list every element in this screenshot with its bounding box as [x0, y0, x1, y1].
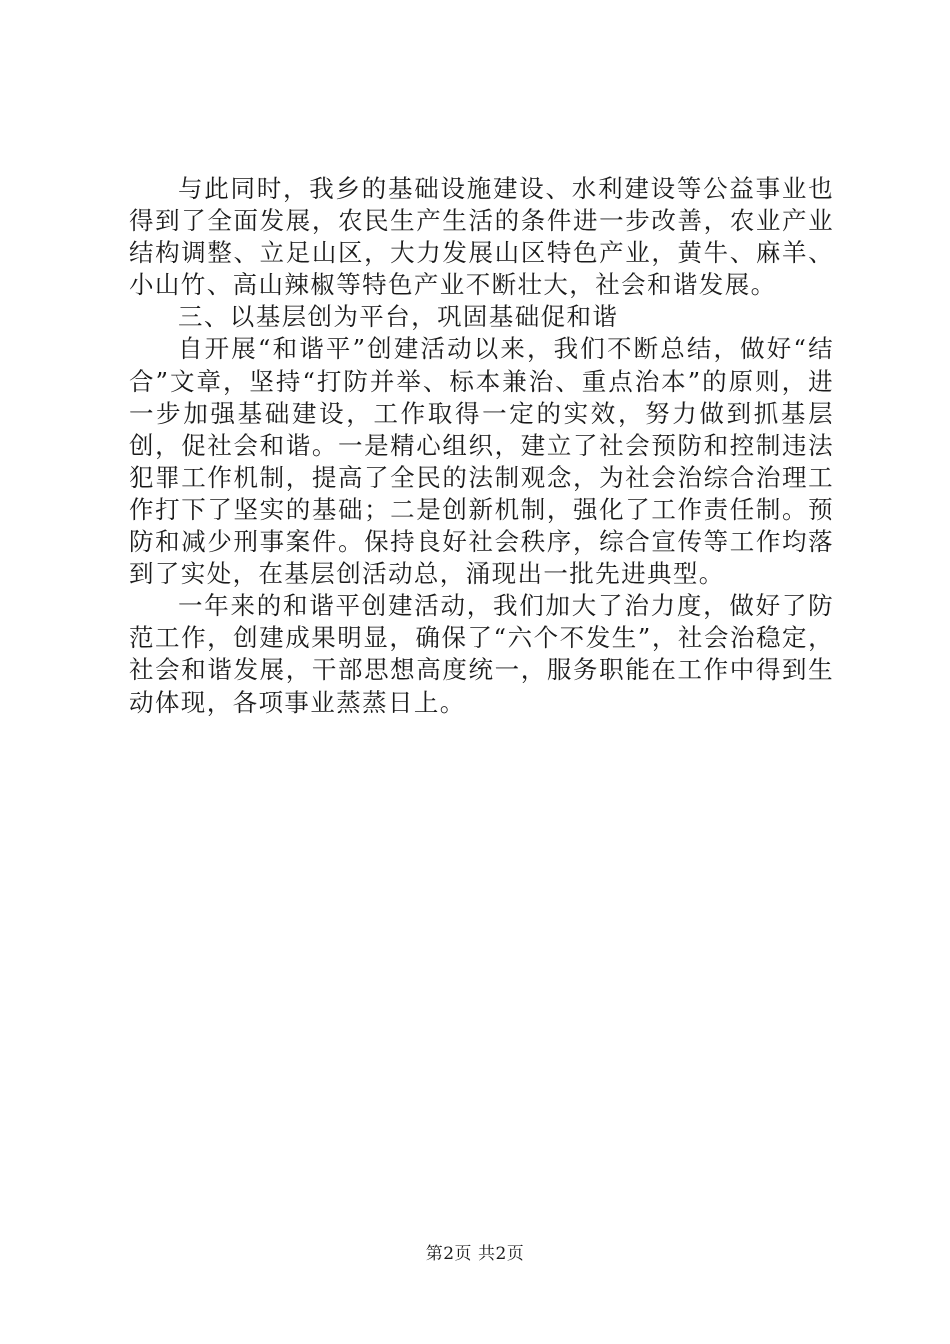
paragraph-year-summary: 一年来的和谐平创建活动，我们加大了治力度，做好了防范工作，创建成果明显，确保了“六个不发生”，社会治稳定，社会和谐发展，干部思想高度统一，服务职能在工作中得到生动体现，各项事业蒸蒸日上。: [129, 591, 834, 717]
section-heading-three: 三、以基层创为平台，巩固基础促和谐: [178, 302, 619, 332]
paragraph-harmony-campaign: 自开展“和谐平”创建活动以来，我们不断总结，做好“结合”文章，坚持“打防并举、标本兼治、重点治本”的原则，进一步加强基础建设，工作取得一定的实效，努力做到抓基层创，促社会和谐。一是精心组织，建立了社会预防和控制违法犯罪工作机制，提高了全民的法制观念，为社会治综合治理工作打下了坚实的基础；二是创新机制，强化了工作责任制。预防和减少刑事案件。保持良好社会秩序，综合宣传等工作均落到了实处，在基层创活动总，涌现出一批先进典型。: [129, 334, 834, 589]
paragraph-infrastructure: 与此同时，我乡的基础设施建设、水利建设等公益事业也得到了全面发展，农民生产生活的条件进一步改善，农业产业结构调整、立足山区，大力发展山区特色产业，黄牛、麻羊、小山竹、高山辣椒等特色产业不断壮大，社会和谐发展。: [129, 174, 834, 300]
document-body: [129, 173, 834, 719]
page-footer: 第2页 共2页: [425, 1244, 525, 1264]
